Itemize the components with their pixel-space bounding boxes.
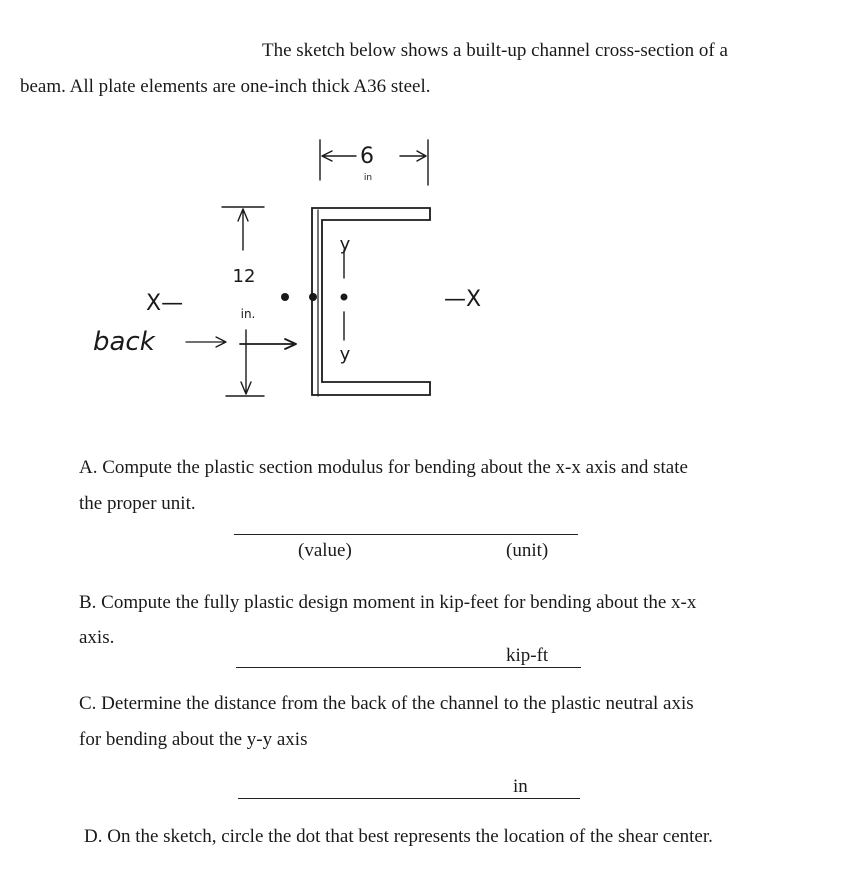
question-b-line-2: axis. [79, 627, 115, 648]
intro-line-2: beam. All plate elements are one-inch thick A36 steel. [20, 76, 431, 97]
question-b-line-1: B. Compute the fully plastic design moment in kip-feet for bending about the x-x [79, 592, 697, 613]
back-arrow [240, 339, 296, 349]
channel-outline [312, 208, 430, 395]
question-d-line-1: D. On the sketch, circle the dot that best represents the location of the shear center. [84, 826, 713, 847]
question-c-line-2: for bending about the y-y axis [79, 729, 308, 750]
dim-height-arrow-top [238, 209, 248, 250]
answer-c-blank[interactable] [238, 798, 580, 799]
dim-arrow-left [322, 151, 356, 161]
dot-middle[interactable] [309, 293, 317, 301]
dot-right[interactable] [341, 294, 348, 301]
dim-height-number: 12 [232, 266, 256, 287]
back-label: back [93, 327, 155, 357]
answer-a-unit-label: (unit) [506, 540, 549, 561]
dim-width-number: 6 [360, 144, 374, 169]
y-axis-label-top: y [339, 234, 351, 255]
intro-line-1: The sketch below shows a built-up channel cross-section of a [262, 40, 728, 61]
answer-b-blank[interactable] [236, 667, 581, 668]
answer-b-unit: kip-ft [506, 645, 549, 666]
x-axis-label-right: —X [444, 287, 482, 312]
dim-height-arrow-bottom [241, 330, 251, 394]
answer-a-blank[interactable] [234, 534, 578, 535]
dim-arrow-right [400, 151, 426, 161]
dim-height-unit: in. [240, 307, 256, 321]
dim-width-unit: in [363, 173, 373, 183]
y-axis-label-bottom: y [339, 344, 351, 365]
question-c-line-1: C. Determine the distance from the back of the channel to the plastic neutral axis [79, 693, 694, 714]
answer-c-unit: in [513, 776, 528, 797]
question-a-line-2: the proper unit. [79, 493, 196, 514]
question-a-line-1: A. Compute the plastic section modulus for bending about the x-x axis and state [79, 457, 688, 478]
answer-a-value-label: (value) [298, 540, 352, 561]
back-pointer [186, 337, 226, 347]
x-axis-label-left: X— [146, 291, 184, 316]
dot-left[interactable] [281, 293, 289, 301]
